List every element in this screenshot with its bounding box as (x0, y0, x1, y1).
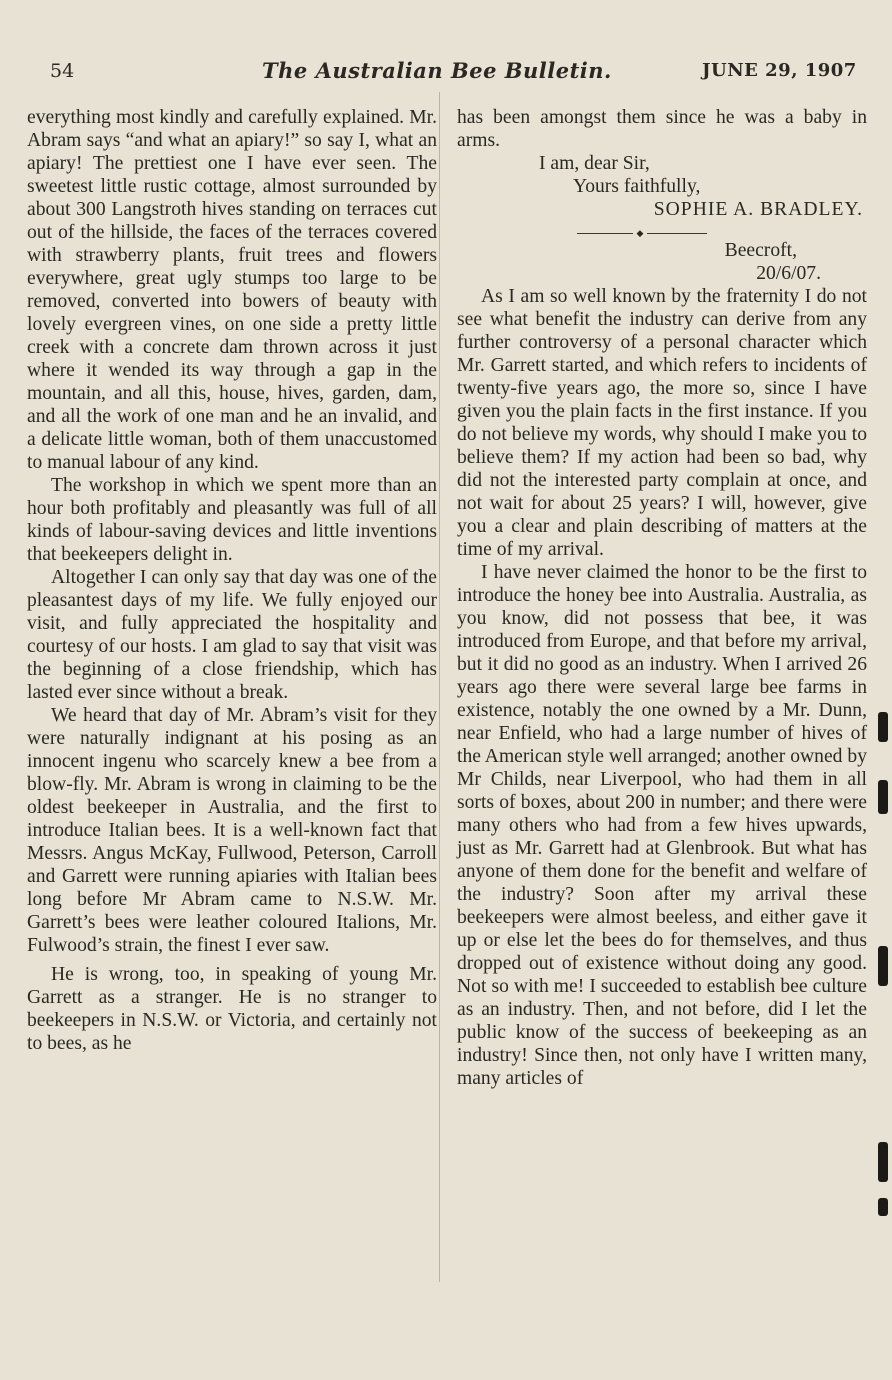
left-paragraph-3: Altogether I can only say that day was one of the pleasantest days of my life. We fully enjoyed our visit, and fully appreciated the hospitality and courtesy of our hosts. I am glad to say that visit was the beginning of a close friendship, which has lasted ever since without a break. (27, 567, 437, 703)
left-paragraph-2: The workshop in which we spent more than an hour both profitably and pleasantly was full of all kinds of labour-saving devices and little inventions that beekeepers delight in. (27, 475, 437, 565)
issue-date: JUNE 29, 1907 (702, 60, 857, 81)
section-divider: ◆ (577, 229, 707, 239)
left-paragraph-4: We heard that day of Mr. Abram’s visit for they were naturally indignant at his posing as an innocent ingenu who scarcely knew a bee from a blow-fly. Mr. Abram is wrong in claiming to be the oldest beekeeper in Australia, and the first to introduce Italian bees. It is a well-known fact that Messrs. Angus McKay, Fullwood, Peterson, Carroll and Garrett were running apiaries with Italian bees long before Mr Abram came to N.S.W. Mr. Garrett’s bees were leather coloured Italions, Mr. Fulwood’s strain, the finest I ever saw. (27, 705, 437, 956)
left-paragraph-1: everything most kindly and carefully explained. Mr. Abram says “and what an apiary!” so say I, what an apiary! The prettiest one I have ever seen. The sweetest little rustic cottage, almost surrounded by about 300 Langstroth hives standing on terraces cut out of the hillside, the faces of the terraces covered with strawberry plants, fruit trees and flowers everywhere, great ugly stumps too large to be removed, converted into bowers of beauty with lovely evergreen vines, on one side a pretty little creek with a concrete dam thrown across it just where it wended its way through a gap in the mountain, and all this, house, hives, garden, dam, and all the work of one man and he an invalid, and a delicate little woman, both of them unaccustomed to manual labour of any kind. (27, 107, 437, 473)
column-divider (439, 92, 440, 1282)
scan-edge-mark (878, 712, 888, 742)
scan-edge-mark (878, 780, 888, 814)
letter-salutation: I am, dear Sir, (539, 153, 650, 174)
left-column (27, 106, 437, 1055)
left-paragraph-5: He is wrong, too, in speaking of young Mr. Garrett as a stranger. He is no stranger to beekeepers in N.S.W. or Victoria, and certainly not to bees, as he (27, 964, 437, 1054)
page-number: 54 (50, 60, 75, 82)
right-paragraph-3: I have never claimed the honor to be the first to introduce the honey bee into Australia. Australia, as you know, did not possess that bee, it was introduced from Europe, and that before my arrival, but it did no good as an industry. When I arrived 26 years ago there were several large bee farms in existence, notably the one owned by a Mr. Dunn, near Enfield, who had a large number of hives of the American style well arranged; another owned by Mr Childs, near Liverpool, who had them in all sorts of boxes, about 200 in number; and there were many others who had from a few hives upwards, just as Mr. Garrett had at Glenbrook. But what has anyone of them done for the benefit and welfare of the industry? Soon after my arrival these beekeepers were almost beeless, and either gave it up or else let the bees do for themselves, and thus dropped out of existence without doing any good. Not so with me! I succeeded to establish bee culture as an industry. Then, and not before, did I let the public know of the success of beekeeping as an industry! Since then, not only have I written many, many articles of (457, 562, 867, 1089)
right-column (457, 106, 867, 1090)
scan-edge-mark (878, 1198, 888, 1216)
scan-edge-mark (878, 946, 888, 986)
letter-place: Beecroft, (724, 240, 797, 261)
right-paragraph-2: As I am so well known by the fraternity I do not see what benefit the industry can derive from any further controversy of a personal character which Mr. Garrett started, and which refers to incidents of twenty-five years ago, the more so, since I have given you the plain facts in the first instance. If you do not believe my words, why should I make you to believe them? If my action had been so bad, why did not the interested party complain at once, and not wait for about 25 years? I will, however, give you a clear and plain describing of matters at the time of my arrival. (457, 286, 867, 560)
letter-signature: SOPHIE A. BRADLEY. (653, 199, 863, 220)
letter-date: 20/6/07. (756, 263, 821, 284)
right-paragraph-1: has been amongst them since he was a baby in arms. (457, 107, 867, 151)
letter-closing: Yours faithfully, (573, 176, 701, 197)
page-header (0, 58, 892, 88)
scan-edge-mark (878, 1142, 888, 1182)
publication-title: The Australian Bee Bulletin. (262, 58, 612, 83)
